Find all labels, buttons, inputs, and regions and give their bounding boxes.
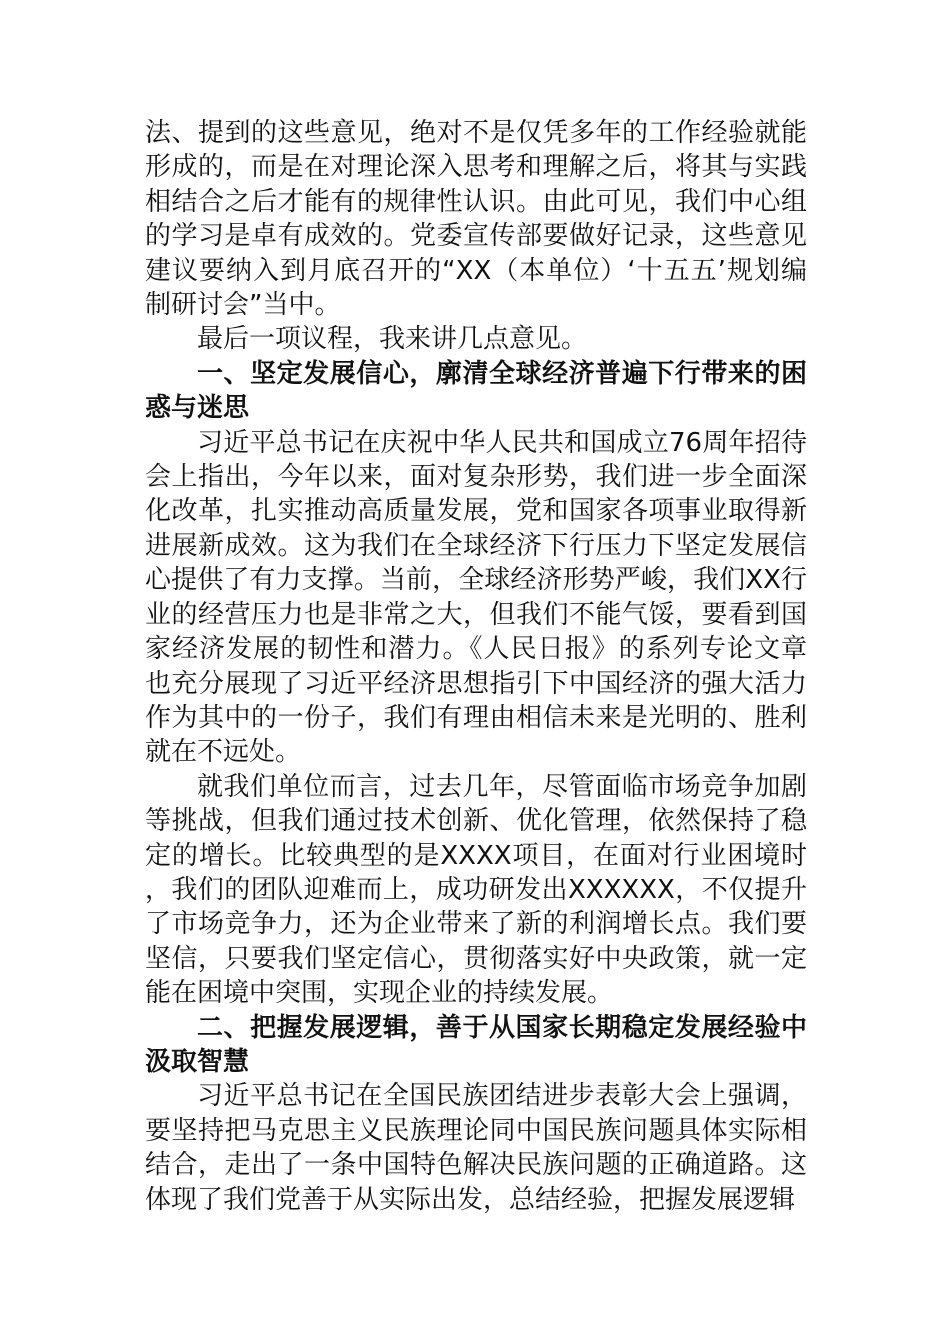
section-heading-2: 二、把握发展逻辑，善于从国家长期稳定发展经验中汲取智慧 [145, 1012, 807, 1077]
paragraph-continuation: 法、提到的这些意见，绝对不是仅凭多年的工作经验就能形成的，而是在对理论深入思考和理解之后，将其与实践相结合之后才能有的规律性认识。由此可见，我们中心组的学习是卓有成效的。党委宣传部要做好记录，这些意见建议要纳入到月底召开的“XX（本单位）‘十五五’规划编制研讨会”当中。 [145, 118, 807, 321]
paragraph-ethnic-unity: 习近平总书记在全国民族团结进步表彰大会上强调，要坚持把马克思主义民族理论同中国民族问题具体实际相结合，走出了一条中国特色解决民族问题的正确道路。这体现了我们党善于从实际出发，总结经验，把握发展逻辑 [145, 1081, 807, 1215]
paragraph-unit-growth: 就我们单位而言，过去几年，尽管面临市场竞争加剧等挑战，但我们通过技术创新、优化管理，依然保持了稳定的增长。比较典型的是XXXX项目，在面对行业困境时，我们的团队迎难而上，成功研发出XXXXXX，不仅提升了市场竞争力，还为企业带来了新的利润增长点。我们要坚信，只要我们坚定信心，贯彻落实好中央政策，就一定能在困境中突围，实现企业的持续发展。 [145, 771, 807, 1009]
paragraph-confidence: 习近平总书记在庆祝中华人民共和国成立76周年招待会上指出，今年以来，面对复杂形势，我们进一步全面深化改革，扎实推动高质量发展，党和国家各项事业取得新进展新成效。这为我们在全球经济下行压力下坚定发展信心提供了有力支撑。当前，全球经济形势严峻，我们XX行业的经营压力也是非常之大，但我们不能气馁，要看到国家经济发展的韧性和潜力。《人民日报》的系列专论文章也充分展现了习近平经济思想指引下中国经济的强大活力作为其中的一份子，我们有理由相信未来是光明的、胜利就在不远处。 [145, 427, 807, 768]
section-heading-1: 一、坚定发展信心，廓清全球经济普遍下行带来的困惑与迷思 [145, 358, 807, 424]
document-body [145, 116, 807, 1217]
paragraph-agenda: 最后一项议程，我来讲几点意见。 [197, 324, 588, 355]
